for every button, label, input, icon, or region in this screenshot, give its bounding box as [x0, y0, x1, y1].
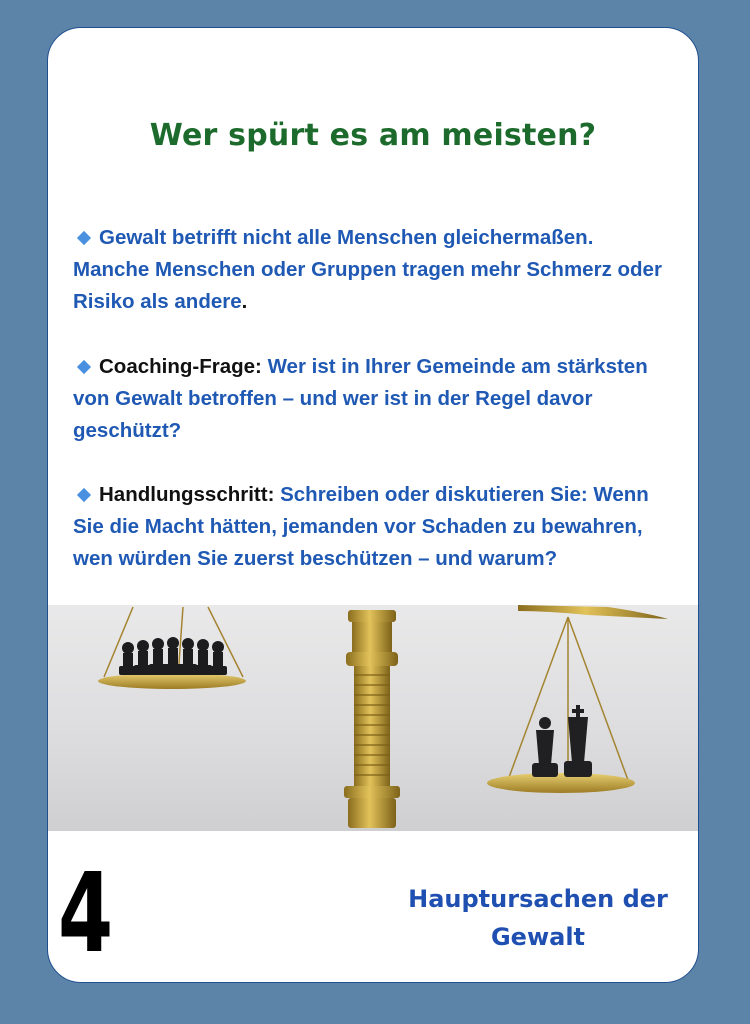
intro-paragraph	[73, 222, 673, 318]
coaching-question-text: Wer ist in Ihrer Gemeinde am stärksten von Gewalt betroffen – und wer ist in der Regel davor geschützt?	[73, 355, 648, 442]
diamond-bullet-icon	[77, 231, 91, 245]
card	[47, 27, 699, 983]
coaching-question	[73, 351, 673, 447]
category-label: Hauptursachen der Gewalt	[408, 885, 668, 951]
scales-of-justice-image	[48, 605, 699, 831]
diamond-bullet-icon	[77, 488, 91, 502]
intro-period: .	[241, 290, 248, 313]
action-step	[73, 479, 673, 575]
queen-icon	[532, 717, 558, 777]
scales-illustration	[48, 605, 699, 831]
coaching-question-lead: Coaching-Frage:	[99, 355, 262, 378]
action-step-text: Schreiben oder diskutieren Sie: Wenn Sie die Macht hätten, jemanden vor Schaden zu bewahren, wen würden Sie zuerst beschützen – und warum?	[73, 483, 649, 570]
card-title: Wer spürt es am meisten?	[149, 118, 597, 153]
intro-text: Gewalt betrifft nicht alle Menschen gleichermaßen. Manche Menschen oder Gruppen tragen mehr Schmerz oder Risiko als andere	[73, 226, 662, 313]
action-step-lead: Handlungsschritt:	[99, 483, 275, 506]
card-number: 4	[58, 849, 114, 977]
diamond-bullet-icon	[77, 360, 91, 374]
